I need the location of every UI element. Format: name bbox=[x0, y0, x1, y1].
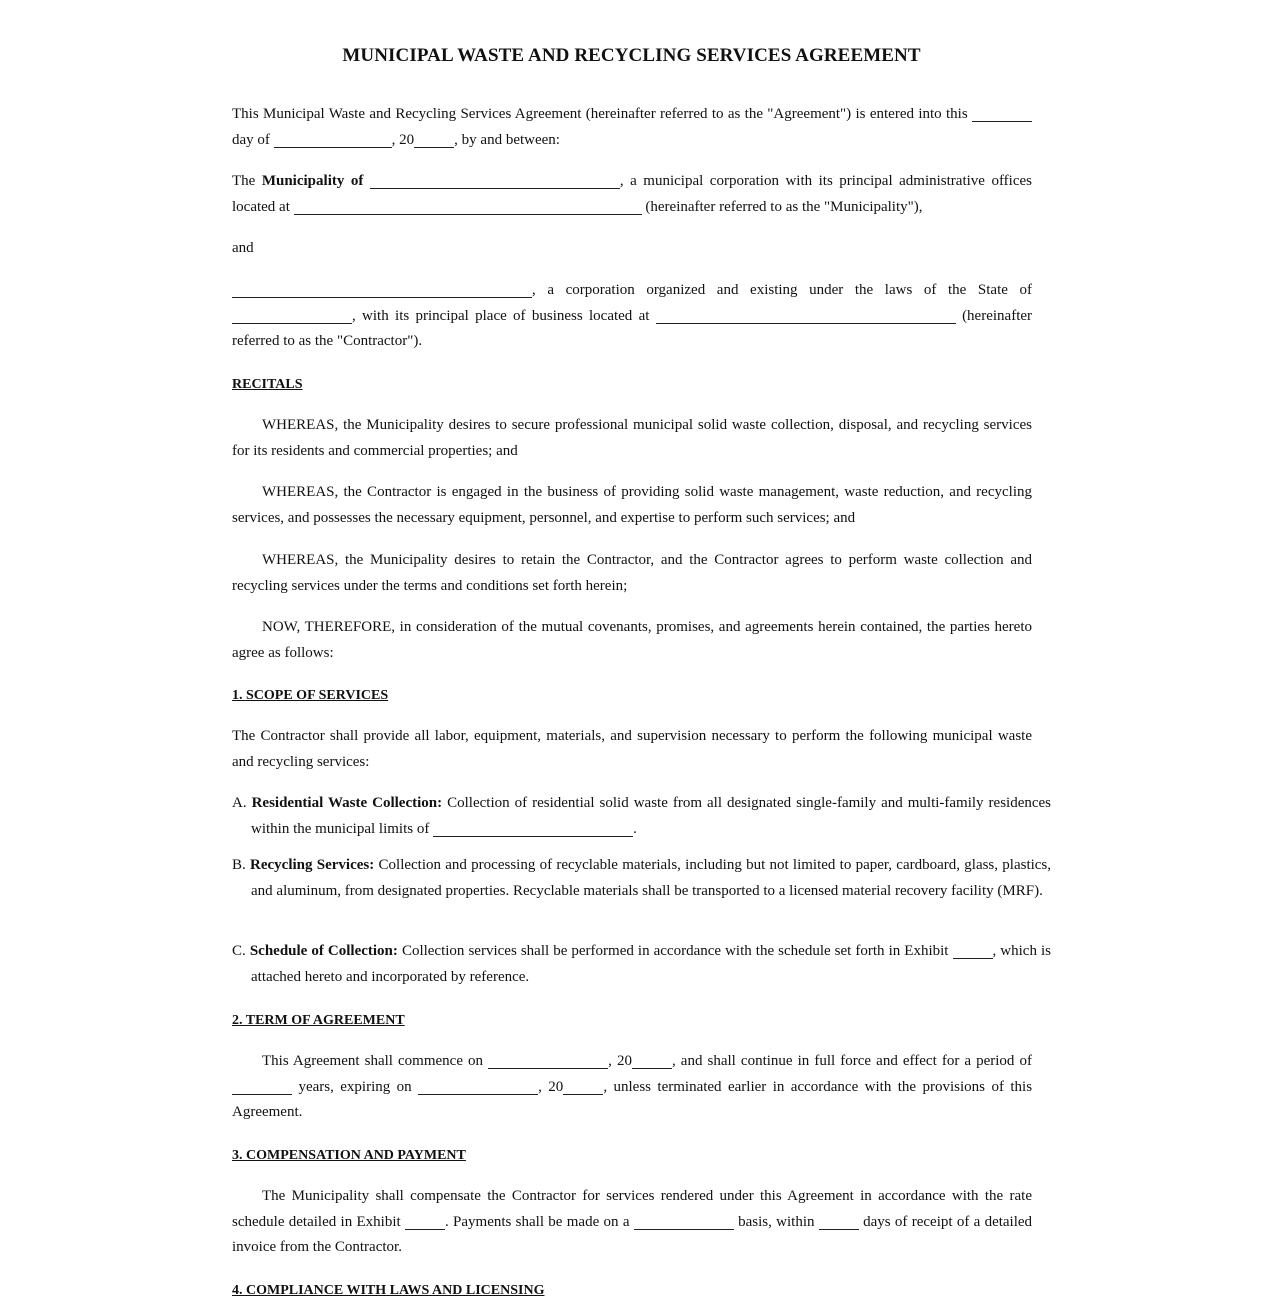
recitals-heading: RECITALS bbox=[232, 377, 303, 392]
commence-date-blank[interactable] bbox=[488, 1053, 608, 1069]
term-text: This Agreement shall commence on bbox=[262, 1053, 484, 1069]
municipality-text: , a municipal corporation with its principal administrative offices located at bbox=[232, 173, 1032, 215]
commence-year-blank[interactable] bbox=[632, 1053, 672, 1069]
month-blank[interactable] bbox=[274, 132, 392, 148]
expire-date-blank[interactable] bbox=[418, 1079, 538, 1095]
term-paragraph bbox=[232, 1049, 1032, 1126]
item-marker: C. bbox=[232, 943, 246, 959]
compensation-payment-text: . Payments shall be made on a bbox=[445, 1213, 630, 1230]
municipality-label: Municipality of bbox=[261, 173, 364, 189]
recital-4: NOW, THEREFORE, in consideration of the mutual covenants, promises, and agreements herein contained, the parties hereto agree as follows: bbox=[232, 619, 1032, 661]
years-blank[interactable] bbox=[232, 1079, 292, 1095]
municipal-limits-blank[interactable] bbox=[433, 821, 633, 837]
intro-by-and-between: , by and between: bbox=[454, 131, 560, 148]
contractor-address-blank[interactable] bbox=[656, 308, 956, 324]
payment-basis-blank[interactable] bbox=[634, 1214, 734, 1230]
item-label: Recycling Services: bbox=[250, 857, 375, 873]
day-blank[interactable] bbox=[972, 106, 1032, 122]
contractor-referred: (hereinafter referred to as the "Contractor"). bbox=[232, 307, 1033, 349]
term-year-prefix: , 20 bbox=[608, 1053, 632, 1069]
term-period-text: , and shall continue in full force and effect for a period of bbox=[671, 1053, 1032, 1069]
scope-item-b bbox=[232, 853, 1051, 904]
compensation-text: The Municipality shall compensate the Contractor for services rendered under this Agreement in accordance with the rate schedule detailed in Exhibit bbox=[232, 1188, 1032, 1230]
contractor-text: , a corporation organized and existing under the laws of the State of bbox=[532, 282, 1032, 298]
exhibit-blank[interactable] bbox=[953, 943, 993, 959]
item-marker: A. bbox=[232, 795, 247, 811]
term-year-prefix-2: , 20 bbox=[538, 1078, 564, 1095]
rate-exhibit-blank[interactable] bbox=[405, 1214, 445, 1230]
item-label: Residential Waste Collection: bbox=[251, 795, 443, 811]
contractor-paragraph bbox=[232, 278, 1032, 355]
scope-heading: 1. SCOPE OF SERVICES bbox=[232, 688, 389, 703]
compensation-paragraph bbox=[232, 1184, 1032, 1261]
item-text: Collection and processing of recyclable materials, including but not limited to paper, cardboard, glass, plastics, and aluminum, from designated properties. Recyclable materials shall be transported to a licensed material recovery facility (MRF). bbox=[251, 857, 1052, 899]
compliance-heading: 4. COMPLIANCE WITH LAWS AND LICENSING bbox=[232, 1283, 545, 1298]
intro-text: This Municipal Waste and Recycling Services Agreement (hereinafter referred to as the "Agreement") is entered into this bbox=[232, 106, 968, 122]
term-heading: 2. TERM OF AGREEMENT bbox=[232, 1013, 405, 1028]
scope-item-a bbox=[232, 791, 1051, 842]
compensation-heading: 3. COMPENSATION AND PAYMENT bbox=[232, 1148, 466, 1163]
municipality-name-blank[interactable] bbox=[370, 173, 620, 189]
intro-year-prefix: , 20 bbox=[391, 131, 415, 148]
item-end: . bbox=[633, 820, 637, 837]
item-text: Collection services shall be performed in accordance with the schedule set forth in Exhibit bbox=[401, 943, 949, 959]
year-blank[interactable] bbox=[414, 132, 454, 148]
scope-item-c bbox=[232, 939, 1051, 990]
contractor-name-blank[interactable] bbox=[232, 282, 532, 298]
compensation-within-text: basis, within bbox=[738, 1213, 815, 1230]
and-text: and bbox=[232, 240, 254, 256]
item-text: Collection of residential solid waste from all designated single-family and multi-family residences within the municipal limits of bbox=[251, 795, 1052, 837]
municipality-the: The bbox=[232, 173, 256, 189]
item-label: Schedule of Collection: bbox=[249, 943, 398, 959]
contractor-state-blank[interactable] bbox=[232, 308, 352, 324]
term-expiring-text: years, expiring on bbox=[298, 1078, 412, 1095]
intro-day-of: day of bbox=[232, 131, 270, 148]
expire-year-blank[interactable] bbox=[563, 1079, 603, 1095]
municipality-address-blank[interactable] bbox=[294, 199, 642, 215]
item-end: , which is attached hereto and incorporated by reference. bbox=[251, 943, 1052, 985]
contractor-business-text: , with its principal place of business located at bbox=[352, 307, 650, 324]
municipality-paragraph bbox=[232, 169, 1032, 220]
recital-2: WHEREAS, the Contractor is engaged in the business of providing solid waste management, waste reduction, and recycling services, and possesses the necessary equipment, personnel, and expertise to perform such services; and bbox=[232, 484, 1032, 526]
payment-days-blank[interactable] bbox=[819, 1214, 859, 1230]
document-title: MUNICIPAL WASTE AND RECYCLING SERVICES AGREEMENT bbox=[342, 45, 921, 66]
term-end-text: , unless terminated earlier in accordance with the provisions of this Agreement. bbox=[232, 1078, 1033, 1120]
recital-1: WHEREAS, the Municipality desires to secure professional municipal solid waste collection, disposal, and recycling services for its residents and commercial properties; and bbox=[232, 417, 1032, 459]
scope-intro: The Contractor shall provide all labor, equipment, materials, and supervision necessary to perform the following municipal waste and recycling services: bbox=[232, 728, 1032, 770]
municipality-referred: (hereinafter referred to as the "Municipality"), bbox=[645, 198, 923, 215]
compensation-end-text: days of receipt of a detailed invoice from the Contractor. bbox=[232, 1213, 1033, 1255]
recital-3: WHEREAS, the Municipality desires to retain the Contractor, and the Contractor agrees to perform waste collection and recycling services under the terms and conditions set forth herein; bbox=[232, 552, 1032, 594]
intro-paragraph bbox=[232, 102, 1032, 153]
item-marker: B. bbox=[232, 857, 246, 873]
